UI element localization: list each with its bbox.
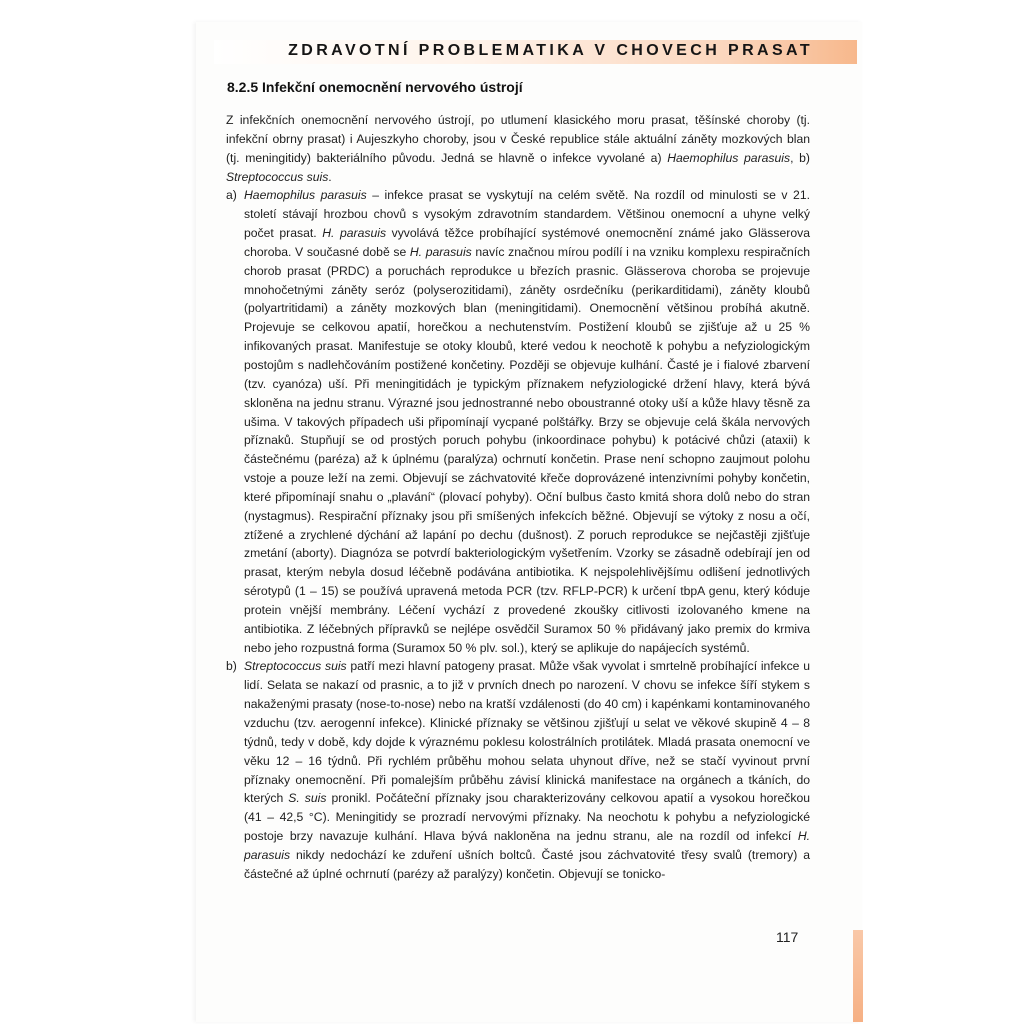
- list-marker: a): [226, 188, 237, 203]
- organism-name: H. parasuis: [244, 829, 810, 862]
- list-item-text: Streptococcus suis patří mezi hlavní patogeny prasat. Může však vyvolat i smrtelně probíhající infekce u lidí. Selata se nakazí od prasnic, a to již v prvních dnech po narození. V chovu se infekce šíří stykem s nakaženými prasaty (nose-to-nose) nebo na kratší vzdálenosti (do 40 cm) i kapénkami kontaminovaného vzduchu (tzv. aerogenní infekce). Klinické příznaky se většinou zjišťují u selat ve věkové skupině 4 – 8 týdnů, tedy v době, kdy dojde k výraznému poklesu kolostrálních protilátek. Mladá prasata onemocní ve věku 12 – 16 týdnů. Při rychlém průběhu mohou selata uhynout dříve, než se stačí vyvinout první příznaky onemocnění. Při pomalejším průběhu závisí klinická manifestace na orgánech a tkáních, do kterých S. suis pronikl. Počáteční příznaky jsou charakterizovány celkovou apatií a vysokou horečkou (41 – 42,5 °C). Meningitidy se prozradí nervovými příznaky. Na neochotu k pohybu a nefyziologické postoje brzy navazuje kulhání. Hlava bývá nakloněna na jednu stranu, ale na rozdíl od infekcí H. parasuis nikdy nedochází ke zduření ušních boltců. Časté jsou záchvatovité třesy svalů (tremory) a částečné až úplné ochrnutí (parézy až paralýzy) končetin. Objevují se tonicko-: [244, 659, 810, 881]
- list-item-haemophilus: [226, 186, 810, 657]
- running-header-title: ZDRAVOTNÍ PROBLEMATIKA V CHOVECH PRASAT: [288, 42, 813, 59]
- body-text: [226, 111, 810, 884]
- intro-paragraph: Z infekčních onemocnění nervového ústrojí, po utlumení klasického moru prasat, těšínské choroby (tj. infekční obrny prasat) i Aujeszkyho choroby, jsou v České republice stále aktuální záněty mozkových blan (tj. meningitidy) bakteriálního původu. Jedná se hlavně o infekce vyvolané a) Haemophilus parasuis, b) Streptococcus suis.: [226, 113, 810, 184]
- organism-name: Streptococcus suis: [226, 169, 329, 184]
- organism-name: H. parasuis: [409, 244, 472, 259]
- list-item-streptococcus: [226, 657, 810, 883]
- chapter-edge-strip: [853, 930, 863, 1022]
- organism-name: H. parasuis: [322, 226, 387, 241]
- running-header-bar: [214, 40, 857, 64]
- organism-name: S. suis: [288, 791, 327, 806]
- section-heading: 8.2.5 Infekční onemocnění nervového ústrojí: [227, 79, 523, 95]
- list-marker: b): [226, 659, 237, 674]
- organism-name: Haemophilus parasuis: [667, 150, 791, 165]
- organism-name: Streptococcus suis: [244, 659, 347, 674]
- list-item-text: Haemophilus parasuis – infekce prasat se vyskytují na celém světě. Na rozdíl od minulosti se v 21. století stávají hrozbou chovů s vysokým zdravotním standardem. Většinou onemocní a uhyne velký počet prasat. H. parasuis vyvolává těžce probíhající systémové onemocnění známé jako Glässerova choroba. V současné době se H. parasuis navíc značnou mírou podílí i na vzniku komplexu respiračních chorob prasat (PRDC) a poruchách reprodukce u březích prasnic. Glässerova choroba se projevuje mnohočetnými záněty seróz (polyserozitidami), záněty osrdečníku (perikarditidami), záněty kloubů (polyartritidami) a záněty mozkových blan (meningitidami). Onemocnění většinou probíhá akutně. Projevuje se celkovou apatií, horečkou a nechutenstvím. Postižení kloubů se zjišťuje až u 25 % infikovaných prasat. Manifestuje se otoky kloubů, které vedou k neochotě k pohybu a nefyziologickým postojům s nadlehčováním postižené končetiny. Později se objevuje kulhání. Časté je i fialové zbarvení (tzv. cyanóza) uší. Při meningitidách je typickým příznakem nefyziologické držení hlavy, která bývá skloněna na jednu stranu. Výrazné jsou jednostranné nebo oboustranné otoky uší a kůže hlavy těsně za ušima. V takových případech uši připomínají vycpané polštářky. Brzy se objevuje celá škála nervových příznaků. Stupňují se od prostých poruch pohybu (inkoordinace pohybu) k potácivé chůzi (ataxii) k částečnému (paréza) až k úplnému (paralýza) ochrnutí končetin. Prase není schopno zaujmout polohu vstoje a pouze leží na zemi. Objevují se záchvatovité křeče doprovázené intenzivními pohyby končetin, které připomínají snahu o „plavání“ (plovací pohyby). Oční bulbus často kmitá shora dolů nebo do stran (nystagmus). Respirační příznaky jsou při smíšených infekcích běžné. Objevují se výtoky z nosu a očí, ztížené a zrychlené dýchání až lapání po dechu (dušnost). Z poruch reprodukce se nejčastěji zjišťuje zmetání (aborty). Diagnóza se potvrdí bakteriologickým vyšetřením. Vzorky se zásadně odebírají jen od prasat, kterým nebyla dosud léčebně podávána antibiotika. K nejspolehlivějšímu odlišení jednotlivých sérotypů (1 – 15) se používá upravená metoda PCR (tzv. RFLP-PCR) k určení tbpA genu, který kóduje protein vnější membrány. Léčení vychází z provedené zkoušky citlivosti izolovaného kmene na antibiotika. Z léčebných přípravků se nejlépe osvědčil Suramox 50 % přidávaný jako premix do krmiva nebo jeho rozpustná forma (Suramox 50 % plv. sol.), který se aplikuje do napájecích systémů.: [244, 188, 810, 655]
- page-number: 117: [776, 929, 799, 945]
- organism-name: Haemophilus parasuis: [244, 188, 367, 203]
